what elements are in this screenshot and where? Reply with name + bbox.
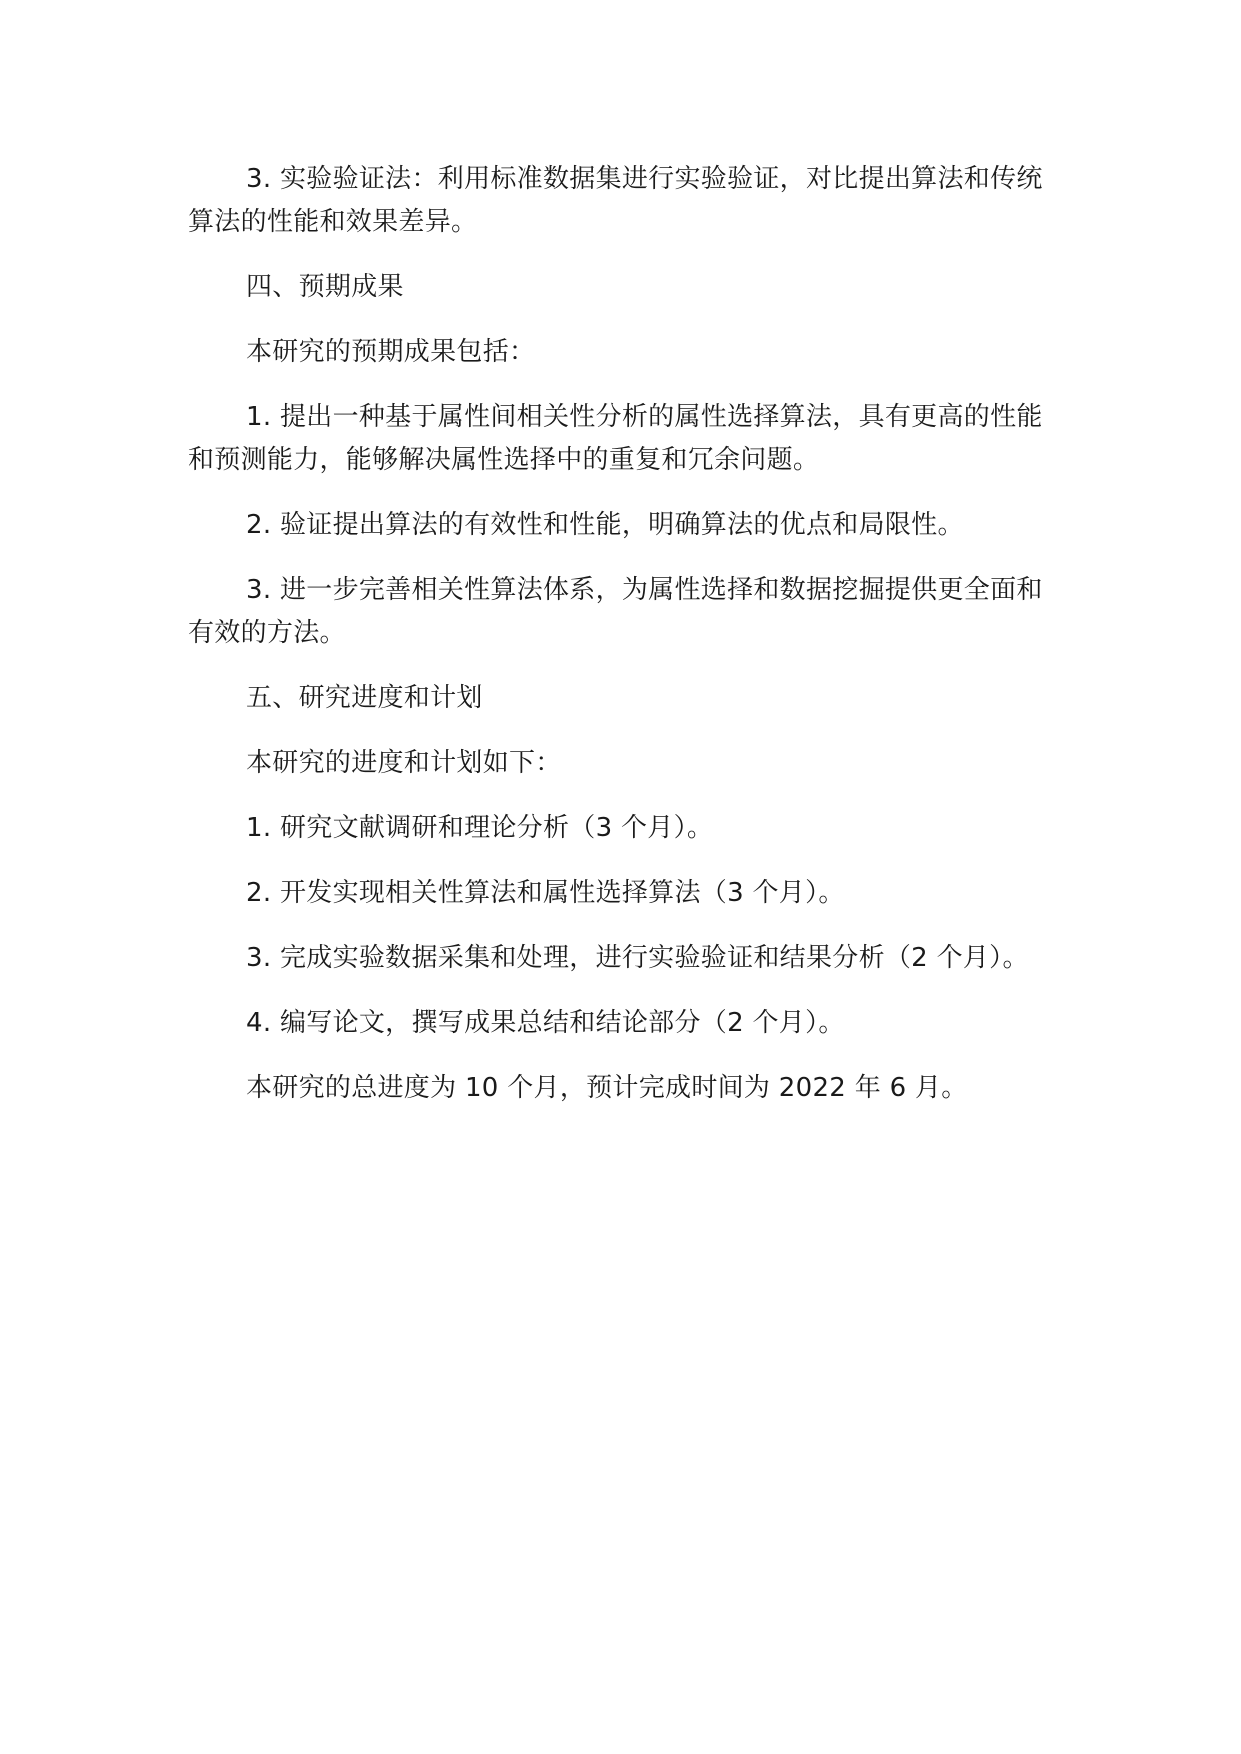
- schedule-intro: 本研究的进度和计划如下：: [246, 748, 562, 778]
- method-item-3: 3. 实验验证法：利用标准数据集进行实验验证，对比提出算法和传统算法的性能和效果差异。: [188, 164, 1043, 237]
- document-body: [188, 158, 1048, 1132]
- schedule-item-2: 2. 开发实现相关性算法和属性选择算法（3 个月）。: [246, 878, 845, 908]
- schedule-item-4: 4. 编写论文，撰写成果总结和结论部分（2 个月）。: [246, 1008, 845, 1038]
- expected-result-item-2: 2. 验证提出算法的有效性和性能，明确算法的优点和局限性。: [246, 510, 964, 540]
- schedule-summary: 本研究的总进度为 10 个月，预计完成时间为 2022 年 6 月。: [246, 1073, 968, 1103]
- expected-result-item-3: 3. 进一步完善相关性算法体系，为属性选择和数据挖掘提供更全面和有效的方法。: [188, 575, 1043, 648]
- expected-results-intro: 本研究的预期成果包括：: [246, 337, 536, 367]
- section-heading-expected-results: 四、预期成果: [246, 272, 404, 302]
- schedule-item-1: 1. 研究文献调研和理论分析（3 个月）。: [246, 813, 714, 843]
- section-heading-schedule: 五、研究进度和计划: [246, 683, 483, 713]
- schedule-item-3: 3. 完成实验数据采集和处理，进行实验验证和结果分析（2 个月）。: [246, 943, 1029, 973]
- expected-result-item-1: 1. 提出一种基于属性间相关性分析的属性选择算法，具有更高的性能和预测能力，能够解决属性选择中的重复和冗余问题。: [188, 402, 1043, 475]
